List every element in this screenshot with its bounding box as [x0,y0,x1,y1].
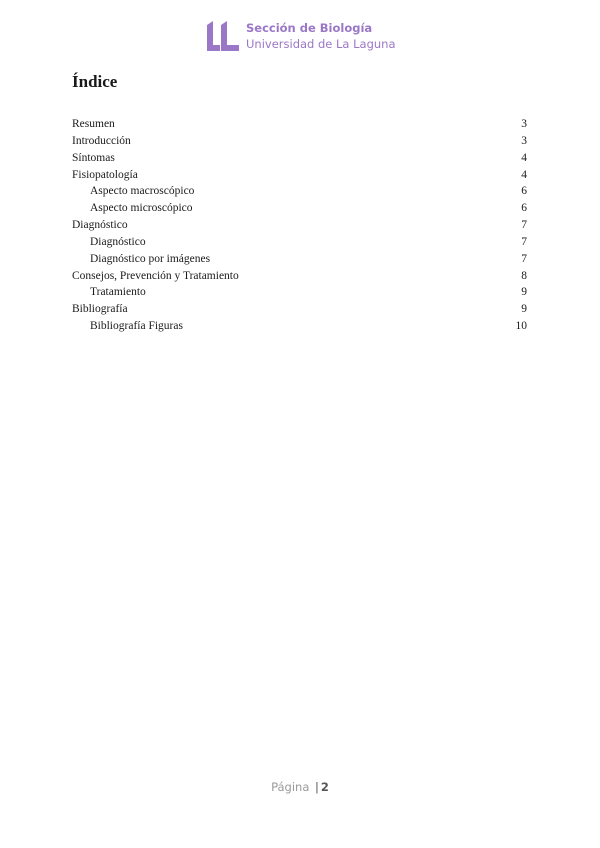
toc-entry-page: 6 [521,185,527,198]
toc-entry-label: Bibliografía Figuras [90,320,183,333]
page-footer [0,780,600,794]
toc-entry-diagnostico-imagenes[interactable] [72,251,527,268]
toc-entry-tratamiento[interactable] [72,284,527,301]
toc-entry-page: 9 [521,286,527,299]
toc-entry-consejos[interactable] [72,268,527,285]
toc-entry-diagnostico[interactable] [72,217,527,234]
toc-entry-aspecto-macroscopico[interactable] [72,183,527,200]
toc-entry-label: Tratamiento [90,286,146,299]
toc-entry-page: 3 [521,118,527,130]
toc-entry-page: 3 [521,134,527,147]
toc-entry-page: 4 [521,151,527,164]
toc-title: Índice [72,72,118,91]
toc-entry-page: 7 [521,252,527,265]
page-header [205,19,396,53]
toc-entry-page: 6 [521,202,527,215]
toc-entry-aspecto-microscopico[interactable] [72,200,527,217]
page-label: Página [271,780,310,794]
toc-entry-diagnostico-sub[interactable] [72,234,527,251]
page-number: 2 [320,780,329,794]
university-logo-icon [205,21,239,51]
university-logo-text [246,20,396,52]
toc-entry-label: Fisiopatología [72,168,138,181]
toc-entry-page: 7 [521,235,527,248]
toc-entry-label: Diagnóstico por imágenes [90,252,211,265]
toc-entry-label: Síntomas [72,151,115,164]
toc-entry-page: 7 [521,219,527,232]
toc-entry-sintomas[interactable] [72,150,527,167]
toc-entry-label: Introducción [72,134,131,147]
toc-entry-label: Consejos, Prevención y Tratamiento [72,269,239,282]
toc-entry-label: Bibliografía [72,303,128,316]
toc-entry-introduccion[interactable] [72,133,527,150]
toc-entry-label: Aspecto microscópico [90,202,193,215]
section-name: Sección de Biología [246,21,373,35]
toc-entry-page: 4 [521,168,527,181]
toc-entry-label: Diagnóstico [90,235,146,248]
table-of-contents [72,116,527,335]
toc-entry-label: Resumen [72,118,115,130]
toc-entry-bibliografia[interactable] [72,301,527,318]
toc-entry-page: 8 [521,269,527,282]
toc-entry-resumen[interactable] [72,116,527,133]
toc-entry-page: 9 [521,303,527,316]
toc-entry-fisiopatologia[interactable] [72,167,527,184]
toc-entry-bibliografia-figuras[interactable] [72,318,527,335]
university-name: Universidad de La Laguna [246,37,396,51]
page-separator: | [315,780,319,794]
toc-entry-label: Aspecto macroscópico [90,185,195,198]
toc-entry-page: 10 [515,320,527,333]
toc-entry-label: Diagnóstico [72,219,128,232]
